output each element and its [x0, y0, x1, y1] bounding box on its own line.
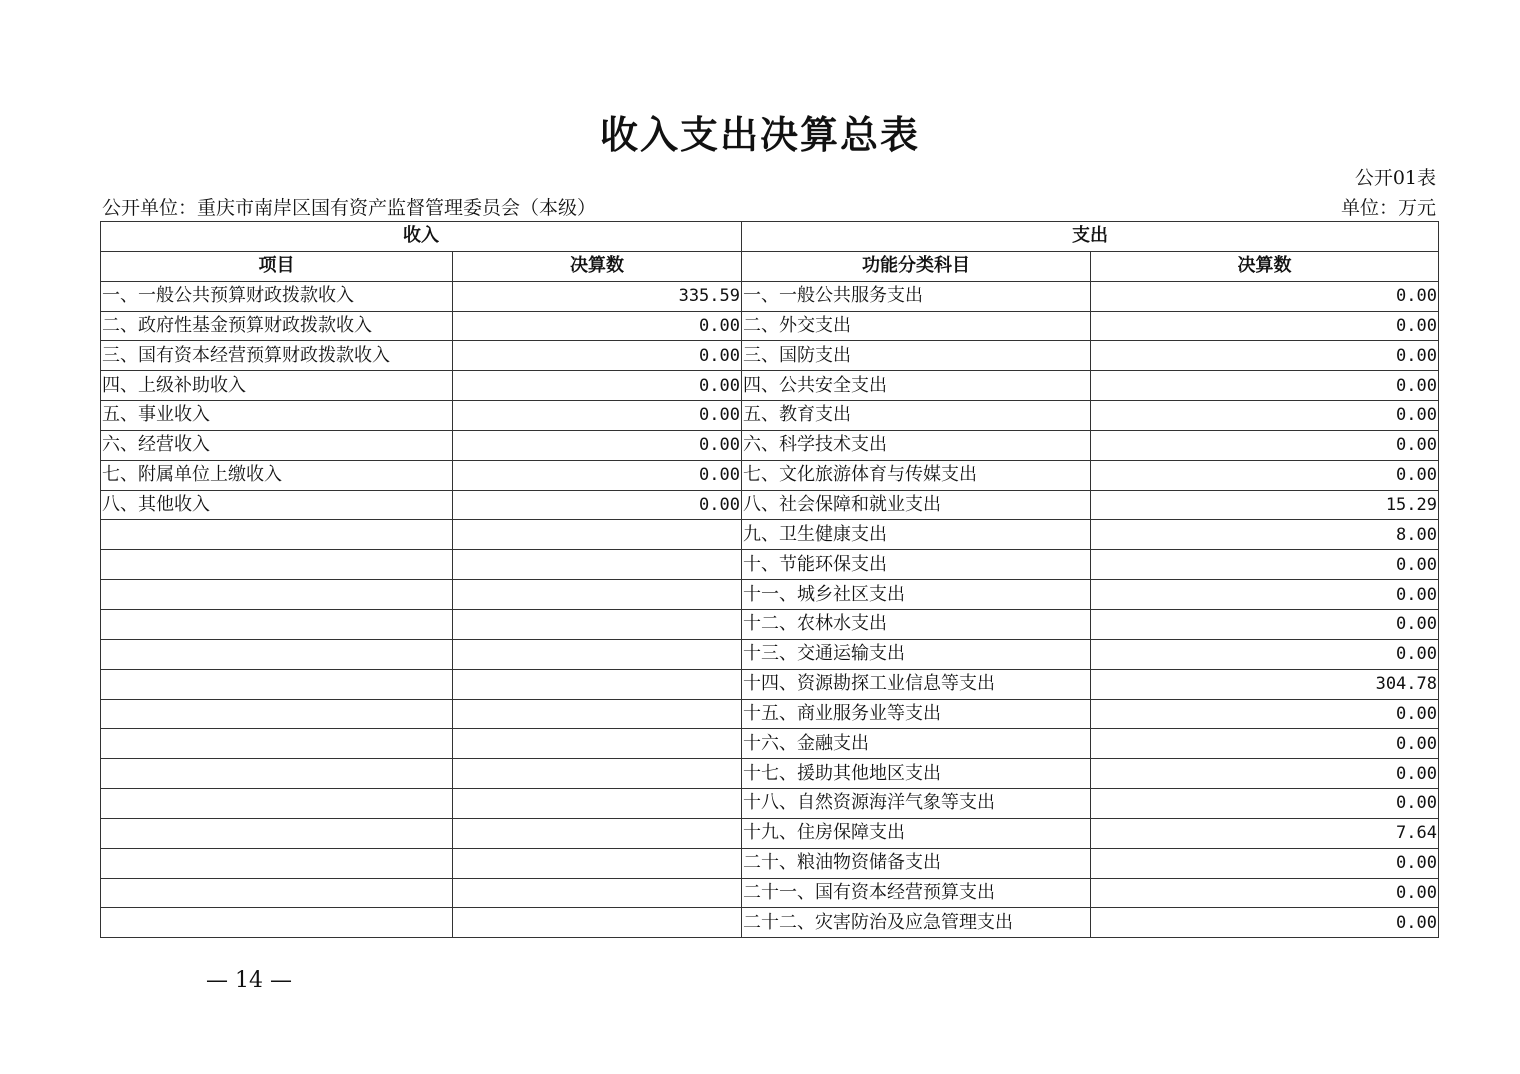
- income-item-cell: 一、一般公共预算财政拨款收入: [101, 281, 453, 311]
- table-row: [101, 281, 1439, 311]
- income-amount-cell: [453, 759, 742, 789]
- income-item-cell: [101, 848, 453, 878]
- expense-amount-cell: 0.00: [1091, 878, 1439, 908]
- expense-amount-cell: 0.00: [1091, 789, 1439, 819]
- income-item-cell: 七、附属单位上缴收入: [101, 460, 453, 490]
- table-row: [101, 669, 1439, 699]
- expense-amount-cell: 0.00: [1091, 759, 1439, 789]
- expense-item-cell: 一、一般公共服务支出: [742, 281, 1091, 311]
- income-item-cell: [101, 878, 453, 908]
- column-header-category: 功能分类科目: [742, 251, 1091, 281]
- income-amount-cell: [453, 878, 742, 908]
- expense-amount-cell: 0.00: [1091, 311, 1439, 341]
- expense-item-cell: 四、公共安全支出: [742, 371, 1091, 401]
- income-amount-cell: [453, 818, 742, 848]
- income-item-cell: [101, 520, 453, 550]
- income-item-cell: [101, 759, 453, 789]
- table-row: [101, 490, 1439, 520]
- table-row: [101, 789, 1439, 819]
- expense-amount-cell: 0.00: [1091, 460, 1439, 490]
- income-amount-cell: 0.00: [453, 371, 742, 401]
- table-row: [101, 639, 1439, 669]
- income-item-cell: [101, 908, 453, 938]
- income-amount-cell: [453, 669, 742, 699]
- expense-item-cell: 十二、农林水支出: [742, 609, 1091, 639]
- income-item-cell: [101, 639, 453, 669]
- table-row: [101, 729, 1439, 759]
- income-item-cell: 二、政府性基金预算财政拨款收入: [101, 311, 453, 341]
- table-row: [101, 311, 1439, 341]
- expense-item-cell: 七、文化旅游体育与传媒支出: [742, 460, 1091, 490]
- expense-amount-cell: 0.00: [1091, 371, 1439, 401]
- income-item-cell: [101, 609, 453, 639]
- income-amount-cell: [453, 729, 742, 759]
- table-row: [101, 401, 1439, 431]
- expense-item-cell: 二十二、灾害防治及应急管理支出: [742, 908, 1091, 938]
- table-row: [101, 520, 1439, 550]
- table-row: [101, 460, 1439, 490]
- income-amount-cell: 0.00: [453, 401, 742, 431]
- expense-amount-cell: 0.00: [1091, 401, 1439, 431]
- column-header-expense-amount: 决算数: [1091, 251, 1439, 281]
- income-item-cell: [101, 729, 453, 759]
- income-item-cell: [101, 669, 453, 699]
- expense-amount-cell: 0.00: [1091, 281, 1439, 311]
- header-row-columns: [101, 251, 1439, 281]
- income-item-cell: 六、经营收入: [101, 430, 453, 460]
- expense-item-cell: 二、外交支出: [742, 311, 1091, 341]
- expense-amount-cell: 0.00: [1091, 908, 1439, 938]
- expense-item-cell: 八、社会保障和就业支出: [742, 490, 1091, 520]
- expense-amount-cell: 0.00: [1091, 609, 1439, 639]
- table-row: [101, 371, 1439, 401]
- expense-item-cell: 六、科学技术支出: [742, 430, 1091, 460]
- table-row: [101, 759, 1439, 789]
- income-item-cell: [101, 789, 453, 819]
- expense-item-cell: 二十、粮油物资储备支出: [742, 848, 1091, 878]
- income-amount-cell: 0.00: [453, 460, 742, 490]
- income-item-cell: 八、其他收入: [101, 490, 453, 520]
- expense-item-cell: 二十一、国有资本经营预算支出: [742, 878, 1091, 908]
- income-amount-cell: 0.00: [453, 490, 742, 520]
- expense-amount-cell: 0.00: [1091, 699, 1439, 729]
- income-amount-cell: 335.59: [453, 281, 742, 311]
- table-row: [101, 699, 1439, 729]
- income-item-cell: 三、国有资本经营预算财政拨款收入: [101, 341, 453, 371]
- income-amount-cell: [453, 580, 742, 610]
- column-header-income-amount: 决算数: [453, 251, 742, 281]
- table-row: [101, 878, 1439, 908]
- expense-amount-cell: 0.00: [1091, 729, 1439, 759]
- page-number: — 14 —: [206, 968, 292, 993]
- meta-row: [102, 193, 1436, 219]
- expense-amount-cell: 0.00: [1091, 848, 1439, 878]
- table-row: [101, 609, 1439, 639]
- header-row-group: [101, 222, 1439, 252]
- form-number: 公开01表: [1354, 167, 1436, 189]
- expense-item-cell: 十六、金融支出: [742, 729, 1091, 759]
- expense-amount-cell: 0.00: [1091, 550, 1439, 580]
- income-amount-cell: [453, 789, 742, 819]
- income-amount-cell: [453, 609, 742, 639]
- expense-amount-cell: 0.00: [1091, 580, 1439, 610]
- table-row: [101, 430, 1439, 460]
- expense-item-cell: 十七、援助其他地区支出: [742, 759, 1091, 789]
- income-expense-table: [100, 221, 1439, 938]
- income-item-cell: [101, 580, 453, 610]
- expense-amount-cell: 0.00: [1091, 430, 1439, 460]
- expense-item-cell: 三、国防支出: [742, 341, 1091, 371]
- income-item-cell: [101, 699, 453, 729]
- income-item-cell: 四、上级补助收入: [101, 371, 453, 401]
- expense-amount-cell: 8.00: [1091, 520, 1439, 550]
- table-row: [101, 550, 1439, 580]
- expense-item-cell: 十四、资源勘探工业信息等支出: [742, 669, 1091, 699]
- income-item-cell: 五、事业收入: [101, 401, 453, 431]
- expense-amount-cell: 0.00: [1091, 341, 1439, 371]
- income-amount-cell: [453, 550, 742, 580]
- expense-item-cell: 十三、交通运输支出: [742, 639, 1091, 669]
- table-row: [101, 341, 1439, 371]
- income-amount-cell: 0.00: [453, 311, 742, 341]
- expense-item-cell: 九、卫生健康支出: [742, 520, 1091, 550]
- income-group-header: 收入: [101, 222, 742, 252]
- expense-amount-cell: 7.64: [1091, 818, 1439, 848]
- income-item-cell: [101, 818, 453, 848]
- table-row: [101, 848, 1439, 878]
- reporting-unit: 公开单位：重庆市南岸区国有资产监督管理委员会（本级）: [102, 197, 597, 219]
- expense-item-cell: 十九、住房保障支出: [742, 818, 1091, 848]
- table-row: [101, 818, 1439, 848]
- income-amount-cell: [453, 699, 742, 729]
- expense-item-cell: 十一、城乡社区支出: [742, 580, 1091, 610]
- table-row: [101, 908, 1439, 938]
- expense-amount-cell: 304.78: [1091, 669, 1439, 699]
- income-amount-cell: [453, 848, 742, 878]
- income-amount-cell: [453, 520, 742, 550]
- expense-amount-cell: 0.00: [1091, 639, 1439, 669]
- expense-item-cell: 十、节能环保支出: [742, 550, 1091, 580]
- income-amount-cell: 0.00: [453, 430, 742, 460]
- income-amount-cell: 0.00: [453, 341, 742, 371]
- expense-item-cell: 五、教育支出: [742, 401, 1091, 431]
- table-row: [101, 580, 1439, 610]
- expense-item-cell: 十五、商业服务业等支出: [742, 699, 1091, 729]
- income-item-cell: [101, 550, 453, 580]
- page-title: 收入支出决算总表: [599, 113, 920, 157]
- column-header-item: 项目: [101, 251, 453, 281]
- income-amount-cell: [453, 639, 742, 669]
- expense-item-cell: 十八、自然资源海洋气象等支出: [742, 789, 1091, 819]
- expense-amount-cell: 15.29: [1091, 490, 1439, 520]
- currency-unit: 单位：万元: [1340, 197, 1436, 219]
- income-amount-cell: [453, 908, 742, 938]
- expense-group-header: 支出: [742, 222, 1439, 252]
